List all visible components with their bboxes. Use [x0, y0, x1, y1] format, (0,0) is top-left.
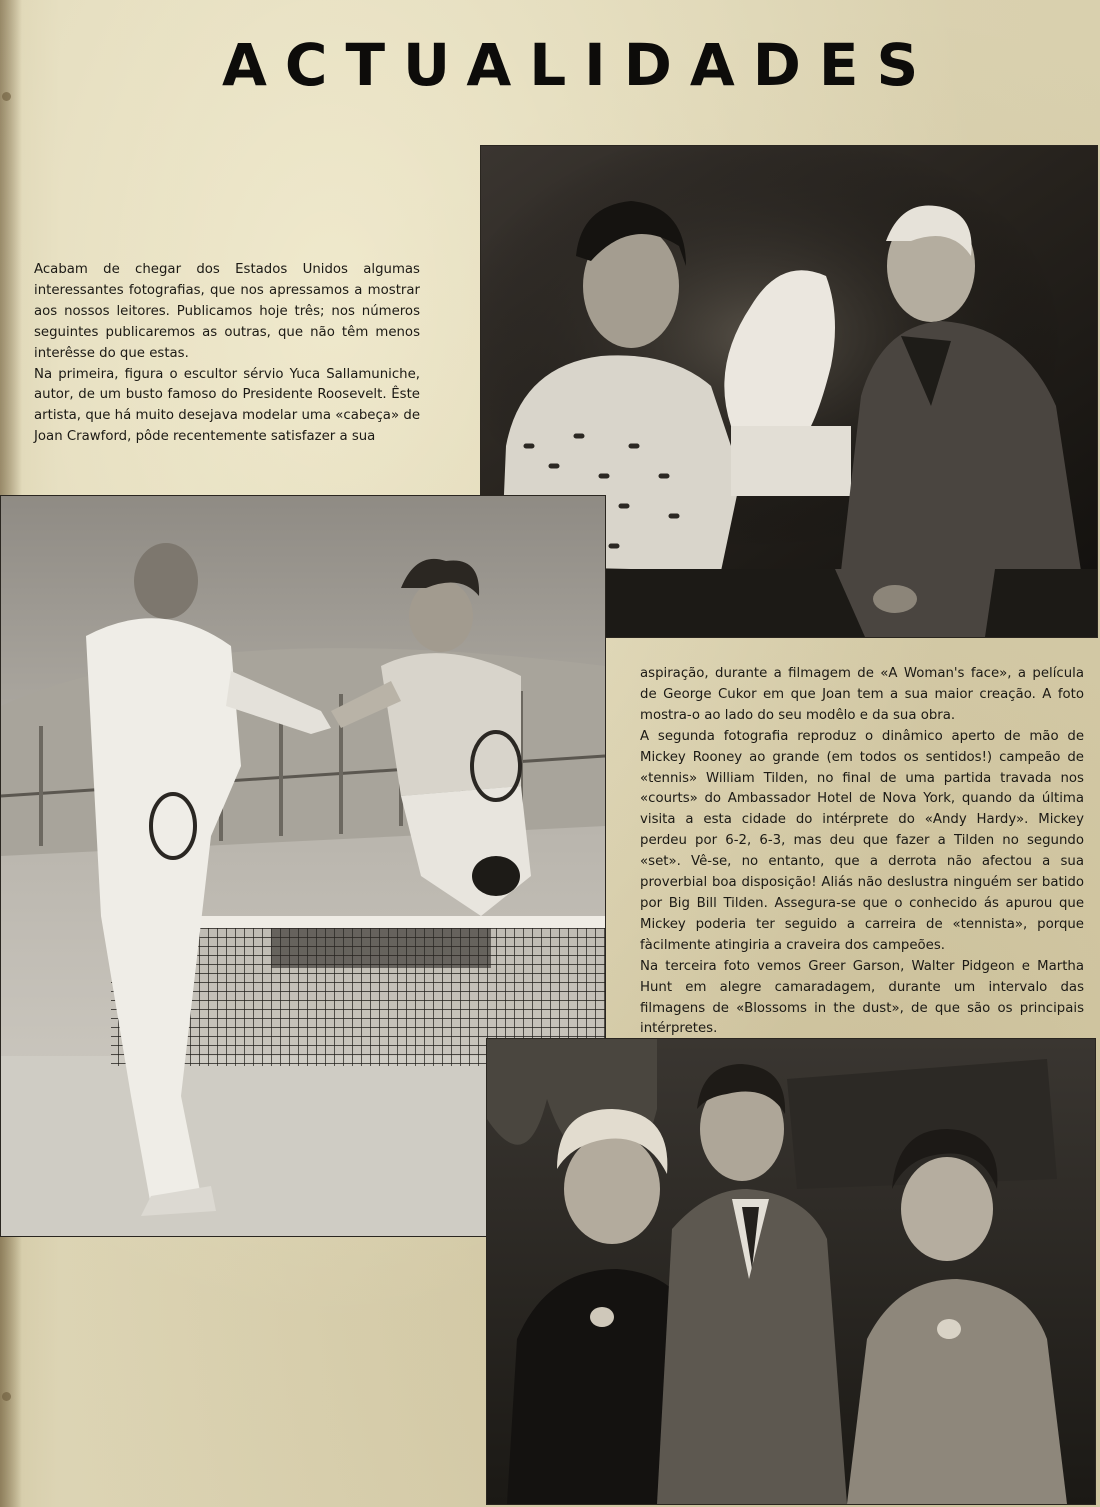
photo-three-actors — [486, 1038, 1096, 1505]
page-title: ACTUALIDADES — [222, 31, 937, 99]
binder-hole — [2, 1392, 11, 1401]
binder-hole — [2, 92, 11, 101]
photo-sculptor-with-bust-lower-image — [605, 569, 1097, 637]
article-paragraph: Na terceira foto vemos Greer Garson, Walter Pidgeon e Martha Hunt em alegre camaradagem, durante um intervalo das filmagens de «Blossoms in the dust», de que são os principais intérpretes. — [640, 958, 1084, 1037]
photo-sculptor-with-bust-lower — [604, 569, 1098, 638]
article-paragraph: Acabam de chegar dos Estados Unidos algumas interessantes fotografias, que nos apressamos a mostrar aos nossos leitores. Publicamos hoje três; nos números seguintes publicaremos as outras, que não têm menos interêsse do que estas. — [34, 262, 420, 361]
article-continuation-column — [640, 664, 1084, 1040]
photo-three-actors-image — [487, 1039, 1095, 1504]
article-paragraph: A segunda fotografia reproduz o dinâmico aperto de mão de Mickey Rooney ao grande (em todos os sentidos!) campeão de «tennis» William Tilden, no final de uma partida travada nos «courts» do Ambassador Hotel de Nova York, quando da última visita a esta cidade do intérprete do «Andy Hardy». Mickey perdeu por 6-2, 6-3, mas deu que fazer a Tilden no segundo «set». Vê-se, no entanto, que a derrota não afectou a sua proverbial boa disposição! Aliás não deslustra ninguém ser batido por Big Bill Tilden. Assegura-se que o conhecido ás apurou que Mickey poderia ter seguido a carreira de «tennista», porque fàcilmente atingiria a craveira dos campeões. — [640, 728, 1084, 953]
article-paragraph: aspiração, durante a filmagem de «A Woman's face», a película de George Cukor em que Joan tem a sua maior creação. A foto mostra-o ao lado do seu modêlo e da sua obra. — [640, 666, 1084, 723]
article-intro-column — [34, 260, 420, 448]
article-paragraph: Na primeira, figura o escultor sérvio Yuca Sallamuniche, autor, de um busto famoso do Presidente Roosevelt. Êste artista, que há muito desejava modelar uma «cabeça» de Joan Crawford, pôde recentemente satisfazer a sua — [34, 366, 420, 445]
